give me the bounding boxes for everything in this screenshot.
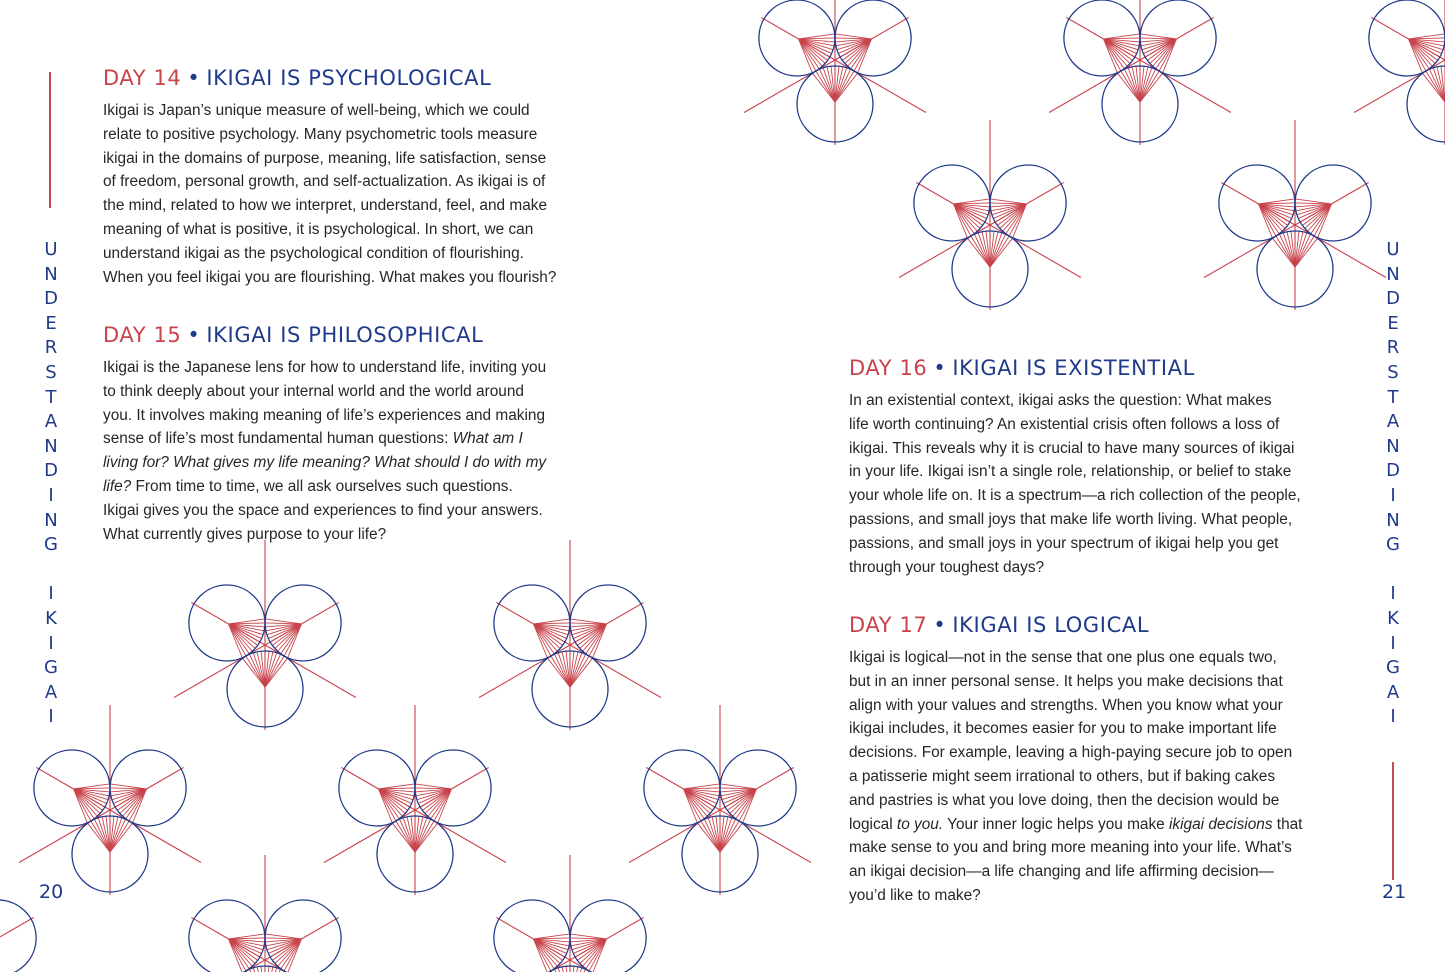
body-line: you’d like to make? <box>849 886 981 904</box>
side-running-title <box>1381 238 1405 730</box>
body-line: life worth continuing? An existential crisis often follows a loss of <box>849 415 1280 433</box>
side-rule-top <box>49 72 51 208</box>
body-line: When you feel ikigai you are flourishing. What makes you flourish? <box>103 268 557 286</box>
section-body <box>103 356 546 546</box>
day-number: DAY 15 <box>103 323 182 347</box>
side-title-letter: N <box>1386 263 1400 285</box>
side-title-letter: R <box>1386 337 1400 359</box>
body-line: In an existential context, ikigai asks the question: What makes <box>849 392 1272 409</box>
side-title-letter: R <box>44 337 58 359</box>
side-running-title <box>39 238 63 730</box>
side-title-letter: I <box>1390 706 1396 728</box>
side-title-letter: T <box>45 386 57 408</box>
day-number: DAY 14 <box>103 66 182 90</box>
side-title-gap <box>1381 558 1405 583</box>
section-body <box>103 99 556 289</box>
body-line: Ikigai is the Japanese lens for how to understand life, inviting you <box>103 359 547 376</box>
section-day-16 <box>849 356 1301 579</box>
body-line: ikigai includes, it becomes easier for you to make important life <box>849 720 1277 738</box>
body-line: an ikigai decision—a life changing and life affirming decision— <box>849 863 1274 881</box>
side-title-letter: I <box>1390 632 1396 654</box>
body-line: passions, and small joys in your spectrum of ikigai help you get <box>849 534 1279 552</box>
day-number: DAY 16 <box>849 356 928 380</box>
body-line: you. It involves making meaning of life’s experiences and making <box>103 406 546 424</box>
body-line: Ikigai is logical—not in the sense that one plus one equals two, <box>849 649 1277 666</box>
side-title-letter: S <box>45 361 57 383</box>
section-heading <box>103 66 556 90</box>
body-text-run: that <box>1272 815 1303 833</box>
body-line: through your toughest days? <box>849 558 1045 576</box>
body-line <box>849 813 1302 837</box>
side-title-letter: N <box>44 509 58 531</box>
body-line: Ikigai gives you the space and experiences to find your answers. <box>103 501 543 519</box>
body-line: ikigai in the domains of purpose, meaning, life satisfaction, sense <box>103 149 547 167</box>
italic-question: What am I <box>452 430 523 448</box>
body-line: make sense to you and bring more meaning into your life. What’s <box>849 839 1292 857</box>
side-title-letter: E <box>1387 312 1399 334</box>
right-page <box>722 0 1445 972</box>
side-rule-bottom <box>1392 762 1394 880</box>
body-line: but in an inner personal sense. It helps you make decisions that <box>849 672 1283 690</box>
section-heading <box>103 323 546 347</box>
side-title-letter: D <box>1386 288 1400 310</box>
body-line <box>103 427 546 451</box>
body-line: decisions. For example, leaving a high-paying secure job to open <box>849 744 1293 762</box>
body-line: Ikigai is Japan’s unique measure of well-being, which we could <box>103 102 530 119</box>
page-number: 20 <box>39 881 64 903</box>
italic-phrase: ikigai decisions <box>1169 815 1273 833</box>
body-line: What currently gives purpose to your life? <box>103 525 387 543</box>
page-number: 21 <box>1382 881 1407 903</box>
side-title-letter: G <box>1386 534 1400 556</box>
body-line: to think deeply about your internal world and the world around <box>103 382 524 400</box>
side-title-letter: N <box>1386 435 1400 457</box>
side-title-letter: A <box>44 681 58 703</box>
body-line: relate to positive psychology. Many psychometric tools measure <box>103 125 538 143</box>
side-title-letter: D <box>44 288 58 310</box>
side-title-letter: I <box>48 583 54 605</box>
side-title-letter: I <box>48 484 54 506</box>
body-line <box>103 475 546 499</box>
side-title-letter: N <box>44 263 58 285</box>
left-page <box>0 0 722 972</box>
side-title-letter: D <box>44 460 58 482</box>
body-text-run: Your inner logic helps you make <box>943 815 1169 833</box>
side-title-letter: T <box>1387 386 1399 408</box>
body-text-run: From time to time, we all ask ourselves such questions. <box>131 477 513 495</box>
section-topic: IKIGAI IS LOGICAL <box>952 613 1150 637</box>
side-title-letter: A <box>44 411 58 433</box>
side-title-letter: G <box>44 534 58 556</box>
italic-phrase: to you. <box>896 815 944 833</box>
body-line: of freedom, personal growth, and self-actualization. As ikigai is of <box>103 173 546 191</box>
italic-question: life? <box>103 477 132 495</box>
side-title-letter: N <box>44 435 58 457</box>
side-title-letter: D <box>1386 460 1400 482</box>
side-title-letter: A <box>1386 681 1400 703</box>
section-heading <box>849 356 1301 380</box>
heading-separator: • <box>187 323 201 347</box>
section-topic: IKIGAI IS EXISTENTIAL <box>952 356 1195 380</box>
body-line: ikigai. This reveals why it is crucial to have many sources of ikigai <box>849 439 1295 457</box>
side-title-letter: I <box>1390 484 1396 506</box>
heading-separator: • <box>187 66 201 90</box>
side-title-letter: G <box>1386 657 1400 679</box>
side-title-gap <box>39 558 63 583</box>
section-heading <box>849 613 1302 637</box>
section-body <box>849 646 1302 908</box>
side-title-letter: A <box>1386 411 1400 433</box>
body-text-run: logical <box>849 815 897 833</box>
side-title-letter: E <box>45 312 57 334</box>
section-topic: IKIGAI IS PSYCHOLOGICAL <box>206 66 492 90</box>
body-line: align with your values and strengths. When you know what your <box>849 696 1283 714</box>
italic-question: living for? What gives my life meaning? What should I do with my <box>103 454 547 472</box>
section-day-14 <box>103 66 556 289</box>
body-line: understand ikigai as the psychological condition of flourishing. <box>103 244 524 262</box>
side-title-letter: N <box>1386 509 1400 531</box>
section-topic: IKIGAI IS PHILOSOPHICAL <box>206 323 484 347</box>
side-title-letter: K <box>45 607 57 629</box>
body-line <box>103 451 546 475</box>
section-day-15 <box>103 323 546 546</box>
side-title-letter: I <box>1390 583 1396 605</box>
side-title-letter: G <box>44 657 58 679</box>
section-body <box>849 389 1301 579</box>
side-title-letter: U <box>1386 239 1400 260</box>
body-line: your whole life on. It is a spectrum—a rich collection of the people, <box>849 487 1301 505</box>
body-line: a patisserie might seem irrational to others, but if baking cakes <box>849 767 1276 785</box>
day-number: DAY 17 <box>849 613 928 637</box>
side-title-letter: K <box>1387 607 1399 629</box>
body-line: in your life. Ikigai isn’t a single role, relationship, or belief to stake <box>849 463 1292 481</box>
heading-separator: • <box>933 613 947 637</box>
heading-separator: • <box>933 356 947 380</box>
body-line: the mind, related to how we interpret, understand, feel, and make <box>103 197 548 215</box>
body-line: meaning of what is positive, it is psychological. In short, we can <box>103 220 534 238</box>
side-title-letter: I <box>48 706 54 728</box>
side-title-letter: U <box>44 239 58 260</box>
section-day-17 <box>849 613 1302 908</box>
body-line: and pastries is what you love doing, then the decision would be <box>849 791 1280 809</box>
body-text-run: sense of life’s most fundamental human questions: <box>103 430 453 448</box>
body-line: passions, and small joys that make life worth living. What people, <box>849 510 1293 528</box>
side-title-letter: S <box>1387 361 1399 383</box>
side-title-letter: I <box>48 632 54 654</box>
